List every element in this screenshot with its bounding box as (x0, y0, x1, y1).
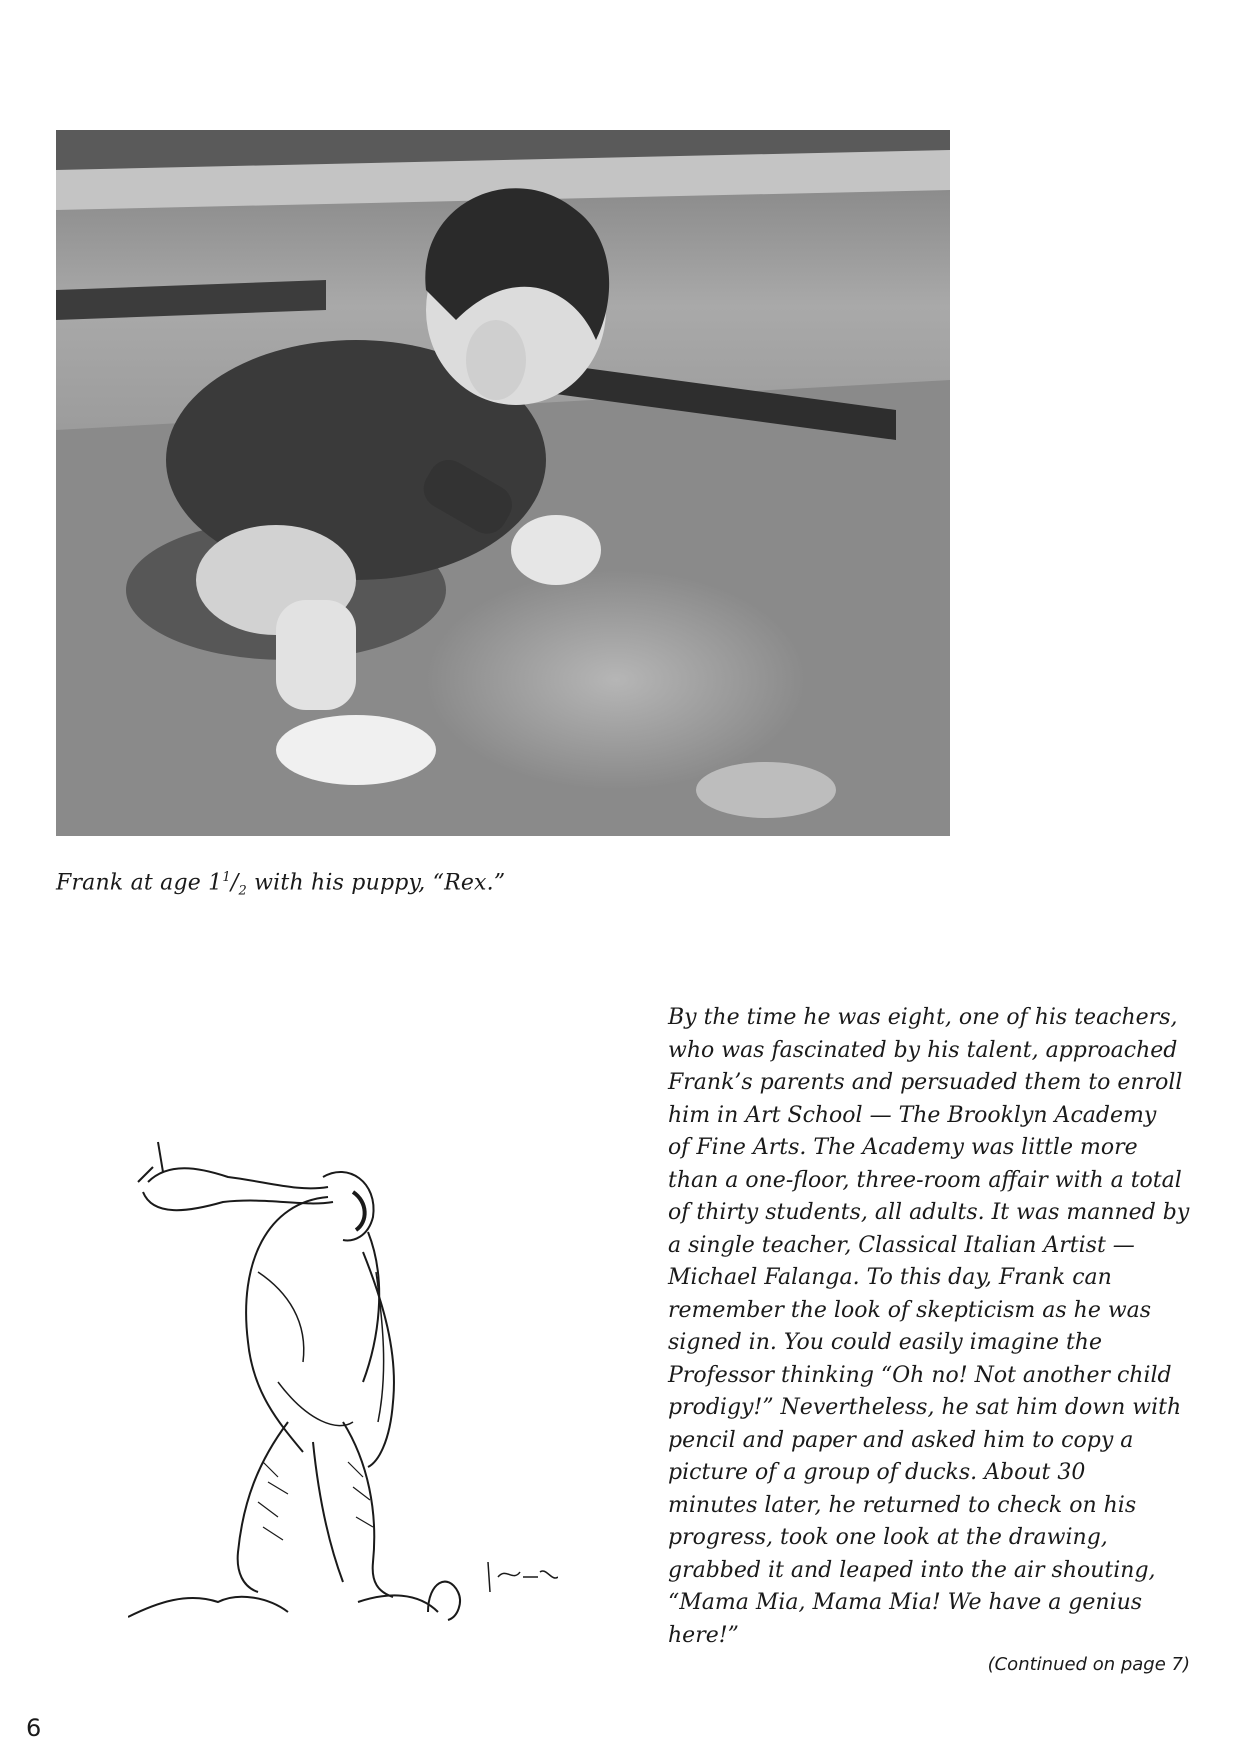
paragraph-line: him in Art School — The Brooklyn Academy (668, 1102, 1157, 1128)
paragraph-line: here!” (668, 1622, 739, 1648)
paragraph-line: grabbed it and leaped into the air shouting, (668, 1557, 1156, 1583)
caption-prefix: Frank at age 1 (56, 870, 223, 896)
photo-child-with-puppy-icon (56, 130, 950, 836)
paragraph-line: remember the look of skepticism as he was (668, 1297, 1152, 1323)
paragraph-line: Professor thinking “Oh no! Not another child (668, 1362, 1172, 1388)
caption-fraction-denominator: 2 (238, 883, 247, 899)
paragraph-line: Michael Falanga. To this day, Frank can (668, 1265, 1112, 1290)
paragraph-line: By the time he was eight, one of his teachers, (668, 1005, 1178, 1030)
creature-sketch (128, 1122, 558, 1622)
paragraph-line: of Fine Arts. The Academy was little more (668, 1135, 1138, 1160)
paragraph-line: Frank’s parents and persuaded them to enroll (668, 1070, 1183, 1095)
ink-creature-sketch-icon (128, 1122, 558, 1622)
photo-caption: Frank at age $1^1/_2$ with his puppy, “Rex.” (56, 870, 506, 899)
paragraph-line: minutes later, he returned to check on his (668, 1492, 1137, 1518)
paragraph-line: picture of a group of ducks. About 30 (668, 1460, 1086, 1485)
continued-note: (Continued on page 7) (987, 1654, 1190, 1675)
paragraph-line: “Mama Mia, Mama Mia! We have a genius (668, 1590, 1143, 1615)
caption-fraction-numerator: 1 (222, 870, 231, 885)
caption-suffix: with his puppy, “Rex.” (246, 870, 506, 896)
paragraph-line: signed in. You could easily imagine the (668, 1330, 1102, 1355)
paragraph-line: pencil and paper and asked him to copy a (668, 1427, 1134, 1453)
page-number: 6 (26, 1714, 42, 1742)
paragraph-line: than a one-floor, three-room affair with a total (668, 1167, 1182, 1193)
article-paragraph (668, 1002, 1208, 1652)
paragraph-line: a single teacher, Classical Italian Artist — (668, 1232, 1135, 1258)
paragraph-line: who was fascinated by his talent, approached (668, 1037, 1178, 1063)
photo-frank-with-puppy (56, 130, 950, 836)
paragraph-line: prodigy!” Nevertheless, he sat him down with (668, 1395, 1182, 1420)
paragraph-line: of thirty students, all adults. It was manned by (668, 1200, 1190, 1225)
paragraph-line: progress, took one look at the drawing, (668, 1525, 1108, 1550)
